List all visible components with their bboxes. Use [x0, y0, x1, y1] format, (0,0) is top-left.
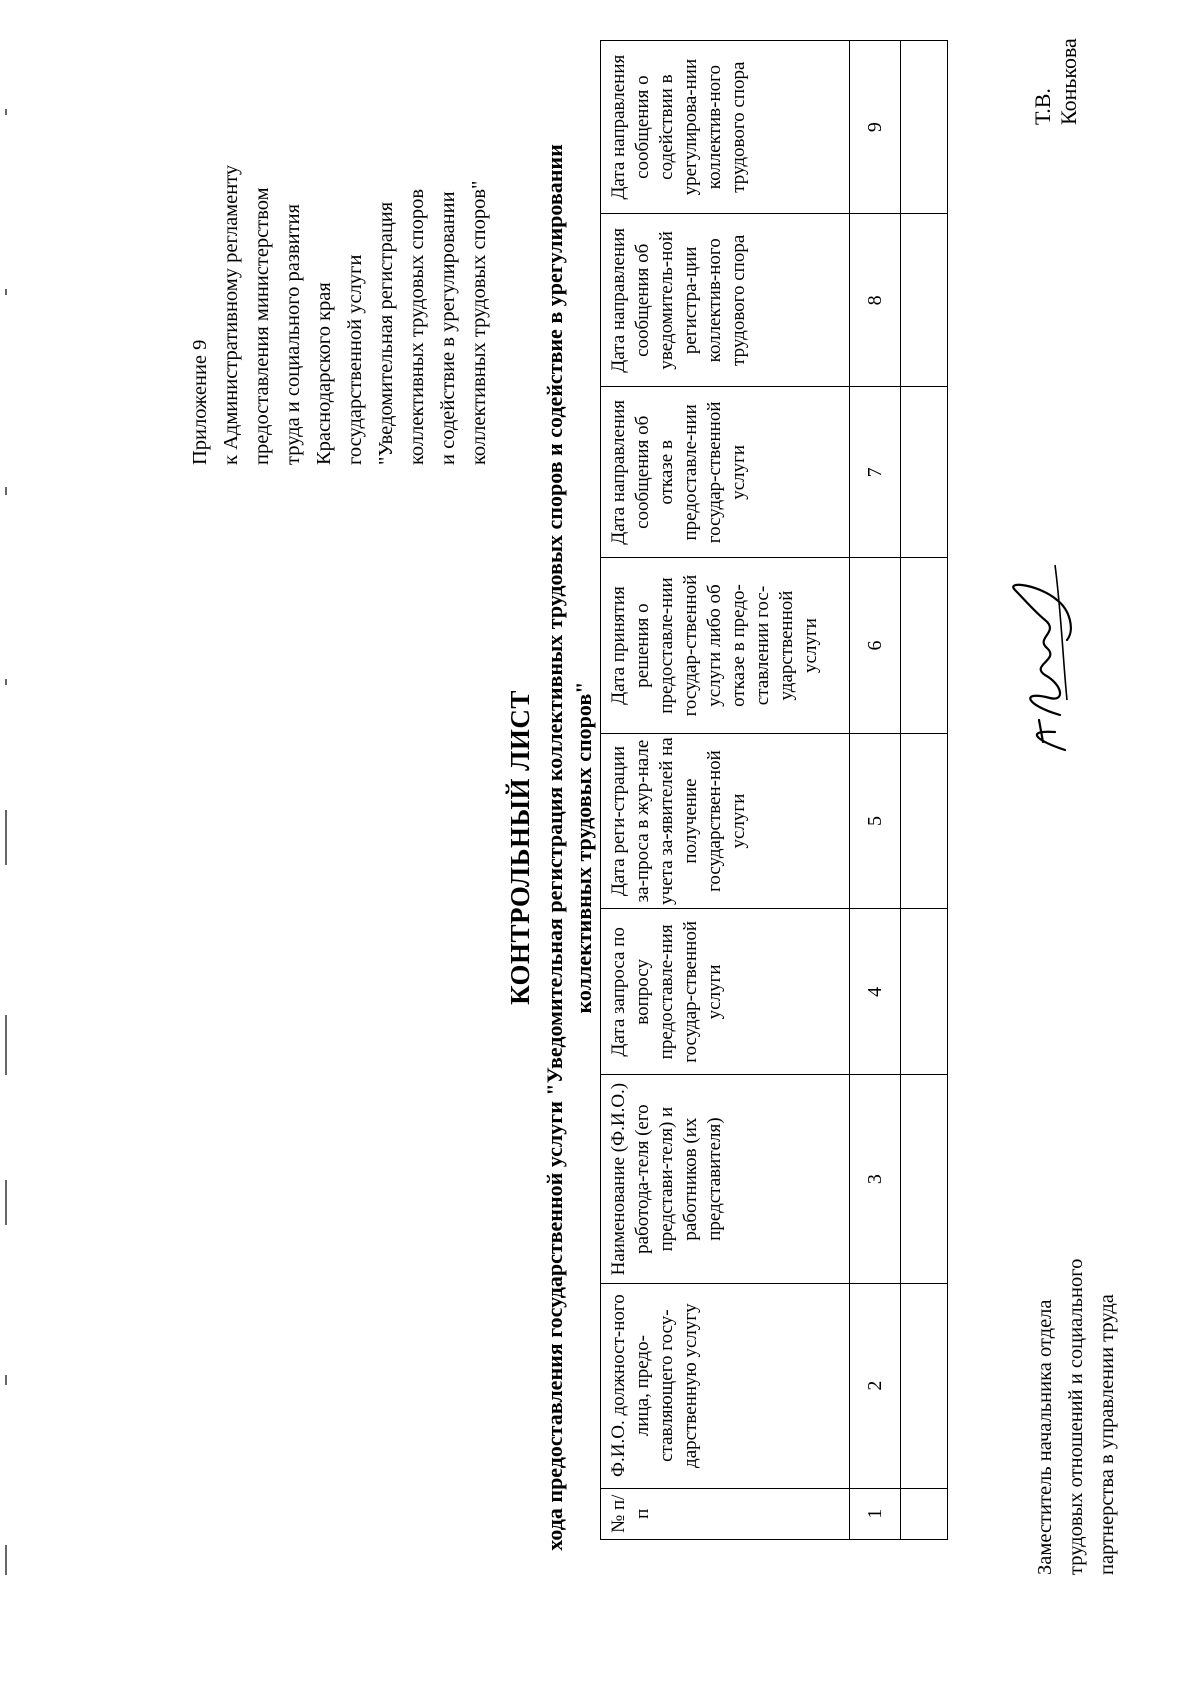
header-cell: Дата направления сообщения о содействии в урегулирова-нии коллектив-ного трудового спора	[601, 41, 850, 214]
appendix-line: государственной услуги	[344, 254, 366, 465]
empty-cell	[901, 214, 948, 387]
appendix-line: труда и социального развития	[282, 204, 304, 465]
empty-data-row	[901, 41, 948, 1540]
appendix-line: и содействие в урегулировании	[437, 191, 459, 465]
signer-line: Заместитель начальника отдела	[1034, 1299, 1056, 1575]
appendix-line: к Административному регламенту	[220, 164, 242, 465]
appendix-line: коллективных трудовых споров	[406, 188, 428, 465]
column-number: 5	[850, 733, 901, 909]
control-table	[600, 40, 948, 1540]
header-cell: Дата принятия решения о предоставле-нии государ-ственной услуги либо об отказе в предо-ставлении гос-ударственной услуги	[601, 558, 850, 734]
header-cell: № п/п	[601, 1488, 850, 1539]
document-title: КОНТРОЛЬНЫЙ ЛИСТ	[505, 690, 535, 1005]
column-number: 2	[850, 1283, 901, 1488]
empty-cell	[901, 41, 948, 214]
document-subtitle: хода предоставления государственной услуги "Уведомительная регистрация коллективных трудовых споров и содействие в урегулировании коллективных трудовых споров"	[542, 144, 596, 1551]
empty-cell	[901, 733, 948, 909]
header-cell: Наименование (Ф.И.О.) работода-теля (его представи-теля) и работников (их представителя)	[601, 1075, 850, 1283]
handwritten-signature	[1005, 550, 1090, 760]
signer-line: трудовых отношений и социального	[1065, 1258, 1087, 1575]
column-number: 8	[850, 214, 901, 387]
column-number: 9	[850, 41, 901, 214]
signer-position	[1030, 1259, 1123, 1575]
empty-cell	[901, 558, 948, 734]
empty-cell	[901, 1075, 948, 1283]
column-number: 6	[850, 558, 901, 734]
empty-cell	[901, 909, 948, 1075]
empty-cell	[901, 1283, 948, 1488]
signer-name: Т.В. Конькова	[1030, 38, 1081, 125]
header-cell: Дата направления сообщения об уведомитель-ной регистра-ции коллектив-ного трудового спора	[601, 214, 850, 387]
header-cell: Дата запроса по вопросу предоставле-ния государ-ственной услуги	[601, 909, 850, 1075]
appendix-block	[185, 0, 495, 465]
empty-cell	[901, 387, 948, 558]
column-number: 4	[850, 909, 901, 1075]
appendix-line: Краснодарского края	[313, 282, 335, 465]
column-number: 1	[850, 1488, 901, 1539]
column-number: 7	[850, 387, 901, 558]
scan-edge-marks	[5, 0, 15, 1695]
header-cell: Дата реги-страции за-проса в жур-нале учета за-явителей на получение государствен-ной услуги	[601, 733, 850, 909]
header-cell: Ф.И.О. должност-ного лица, предо-ставляющего госу-дарственную услугу	[601, 1283, 850, 1488]
appendix-line: коллективных трудовых споров"	[468, 180, 490, 465]
column-number-row	[850, 41, 901, 1540]
signer-line: партнерства в управлении труда	[1096, 1294, 1118, 1575]
header-row	[601, 41, 850, 1540]
empty-cell	[901, 1488, 948, 1539]
column-number: 3	[850, 1075, 901, 1283]
appendix-line: предоставления министерством	[251, 187, 273, 465]
appendix-line: "Уведомительная регистрация	[375, 201, 397, 465]
header-cell: Дата направления сообщения об отказе в предоставле-нии государ-ственной услуги	[601, 387, 850, 558]
appendix-line: Приложение 9	[189, 339, 211, 465]
